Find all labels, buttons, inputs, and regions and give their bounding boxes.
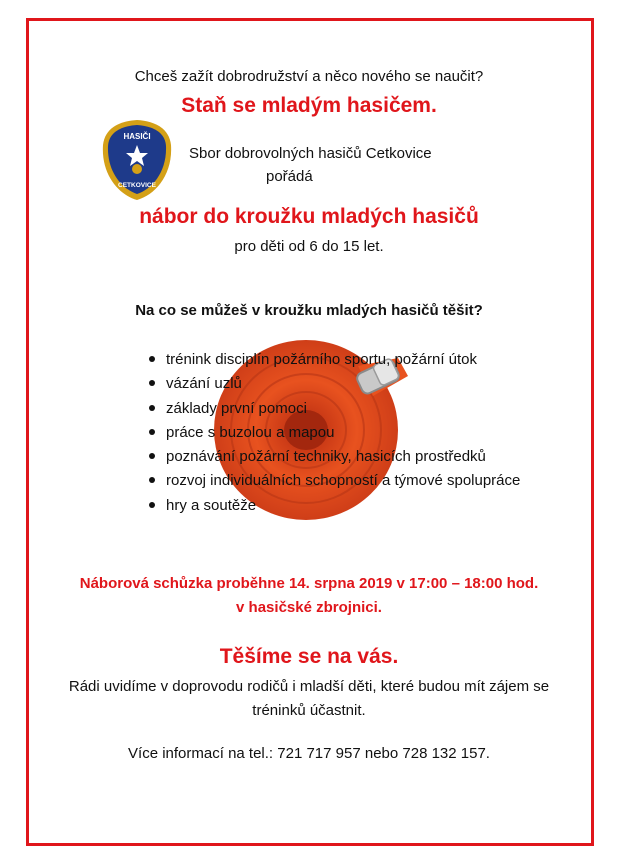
organizer-name: Sbor dobrovolných hasičů Cetkovice	[189, 145, 432, 162]
list-item: poznávání požární techniky, hasicích prostředků	[148, 447, 520, 471]
fire-brigade-badge-icon	[99, 117, 175, 203]
meeting-date: Náborová schůzka proběhne 14. srpna 2019 v 17:00 – 18:00 hod.	[79, 575, 539, 592]
contact-info: Více informací na tel.: 721 717 957 nebo 728 132 157.	[128, 745, 490, 762]
age-range: pro děti od 6 do 15 let.	[234, 238, 384, 255]
recruitment-title: nábor do kroužku mladých hasičů	[139, 205, 479, 228]
list-item: hry a soutěže	[148, 496, 520, 520]
list-item: práce s buzolou a mapou	[148, 423, 520, 447]
meeting-place: v hasičské zbrojnici.	[236, 599, 382, 616]
activities-list	[148, 350, 520, 520]
welcome-text	[0, 675, 618, 723]
intro-text: Chceš zažít dobrodružství a něco nového se naučit?	[134, 68, 484, 85]
logo-bottom-text: CETKOVICE	[118, 182, 156, 189]
list-item: trénink disciplín požárního sportu, požární útok	[148, 350, 520, 374]
welcome-line-1: Rádi uvidíme v doprovodu rodičů i mladší děti, které budou mít zájem se	[68, 678, 550, 695]
list-item: vázání uzlů	[148, 374, 520, 398]
looking-forward: Těšíme se na vás.	[219, 645, 399, 668]
organizes-text: pořádá	[266, 168, 313, 185]
list-item: rozvoj individuálních schopností a týmové spolupráce	[148, 471, 520, 495]
activities-question: Na co se můžeš v kroužku mladých hasičů těšit?	[135, 302, 483, 319]
list-item: základy první pomoci	[148, 399, 520, 423]
welcome-line-2: tréninků účastnit.	[252, 702, 366, 719]
meeting-info	[0, 572, 618, 620]
headline: Staň se mladým hasičem.	[181, 94, 437, 117]
logo-top-text: HASIČI	[123, 132, 151, 141]
